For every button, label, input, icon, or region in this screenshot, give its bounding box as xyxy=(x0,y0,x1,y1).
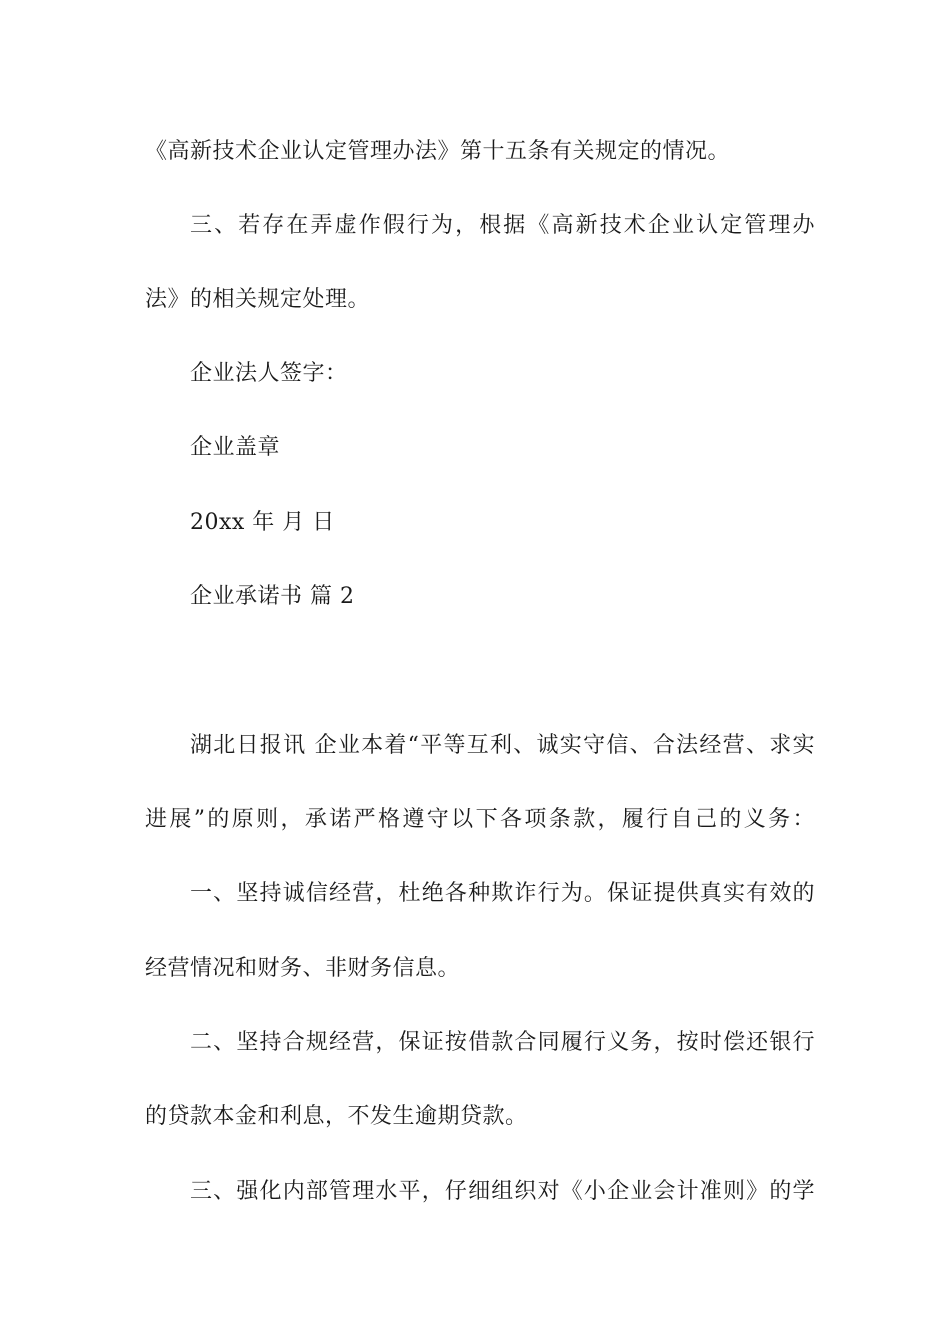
paragraph-line: 二、坚持合规经营，保证按借款合同履行义务，按时偿还银行 xyxy=(190,1030,815,1055)
date-line: 20xx 年 月 日 xyxy=(190,510,335,535)
paragraph-line: 三、若存在弄虚作假行为，根据《高新技术企业认定管理办 xyxy=(190,213,815,238)
paragraph-line: 经营情况和财务、非财务信息。 xyxy=(145,956,461,981)
paragraph-line: 湖北日报讯 企业本着“平等互利、诚实守信、合法经营、求实 xyxy=(190,733,815,758)
signature-label: 企业法人签字： xyxy=(190,361,348,386)
section-heading: 企业承诺书 篇 2 xyxy=(190,584,355,609)
paragraph-line: 《高新技术企业认定管理办法》第十五条有关规定的情况。 xyxy=(145,139,731,164)
paragraph-line: 进展”的原则，承诺严格遵守以下各项条款，履行自己的义务： xyxy=(145,807,815,832)
paragraph-line: 一、坚持诚信经营，杜绝各种欺诈行为。保证提供真实有效的 xyxy=(190,881,815,906)
paragraph-line: 法》的相关规定处理。 xyxy=(145,287,371,312)
paragraph-line: 三、强化内部管理水平，仔细组织对《小企业会计准则》的学 xyxy=(190,1179,815,1204)
seal-label: 企业盖章 xyxy=(190,435,281,460)
paragraph-line: 的贷款本金和利息，不发生逾期贷款。 xyxy=(145,1104,528,1129)
